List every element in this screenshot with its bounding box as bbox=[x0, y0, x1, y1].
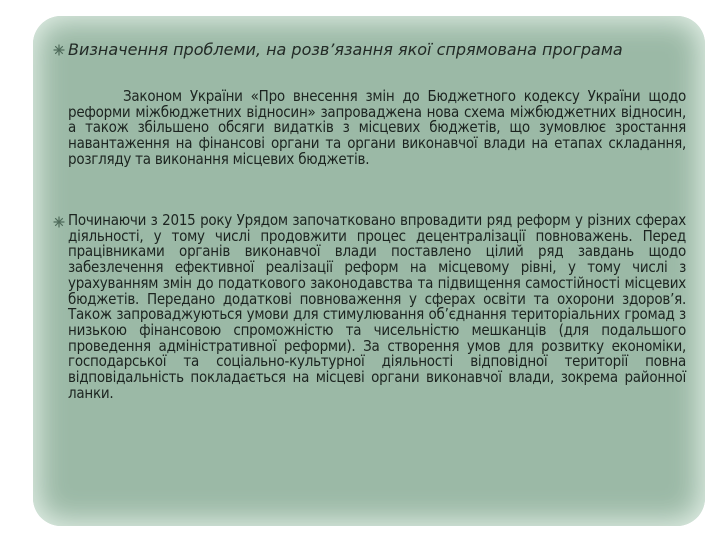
paragraph-reforms: Починаючи з 2015 року Урядом започатковано впровадити ряд реформ у різних сферах діяльності, у тому числі продовжити процес децентралізації повноважень. Перед працівниками органів виконавчої влади поставлено цілий ряд завдань щодо забезлечення ефективної реалізації реформ на місцевому рівні, у тому числі з урахуванням змін до податкового законодавства та підвищення самостійності місцевих бюджетів. Передано додаткові повноваження у сферах освіти та охорони здоров’я. Також запроваджуються умови для стимулювання об’єднання територіальних громад з низькою фінансовою спроможністю та чисельністю мешканців (для подальшого проведення адміністративної реформи). За створення умов для розвитку економіки, господарської та соціально-культурної діяльності відповідної території повна відповідальність покладається на місцеві органи виконавчої влади, зокрема районної ланки. bbox=[68, 211, 686, 402]
star-bullet-icon bbox=[53, 216, 65, 228]
slide-heading: Визначення проблеми, на розв’язання якої спрямована програма bbox=[68, 40, 623, 59]
star-bullet-icon bbox=[53, 44, 65, 56]
paragraph-budget-code: Законом України «Про внесення змін до Бюджетного кодексу України щодо реформи міжбюджетних відносин» запроваджена нова схема міжбюджетних відносин, а також збільшено обсяги видатків з місцевих бюджетів, що зумовлює зростання навантаження на фінансові органи та органи виконавчої влади на етапах складання, розгляду та виконання місцевих бюджетів. bbox=[68, 87, 686, 168]
